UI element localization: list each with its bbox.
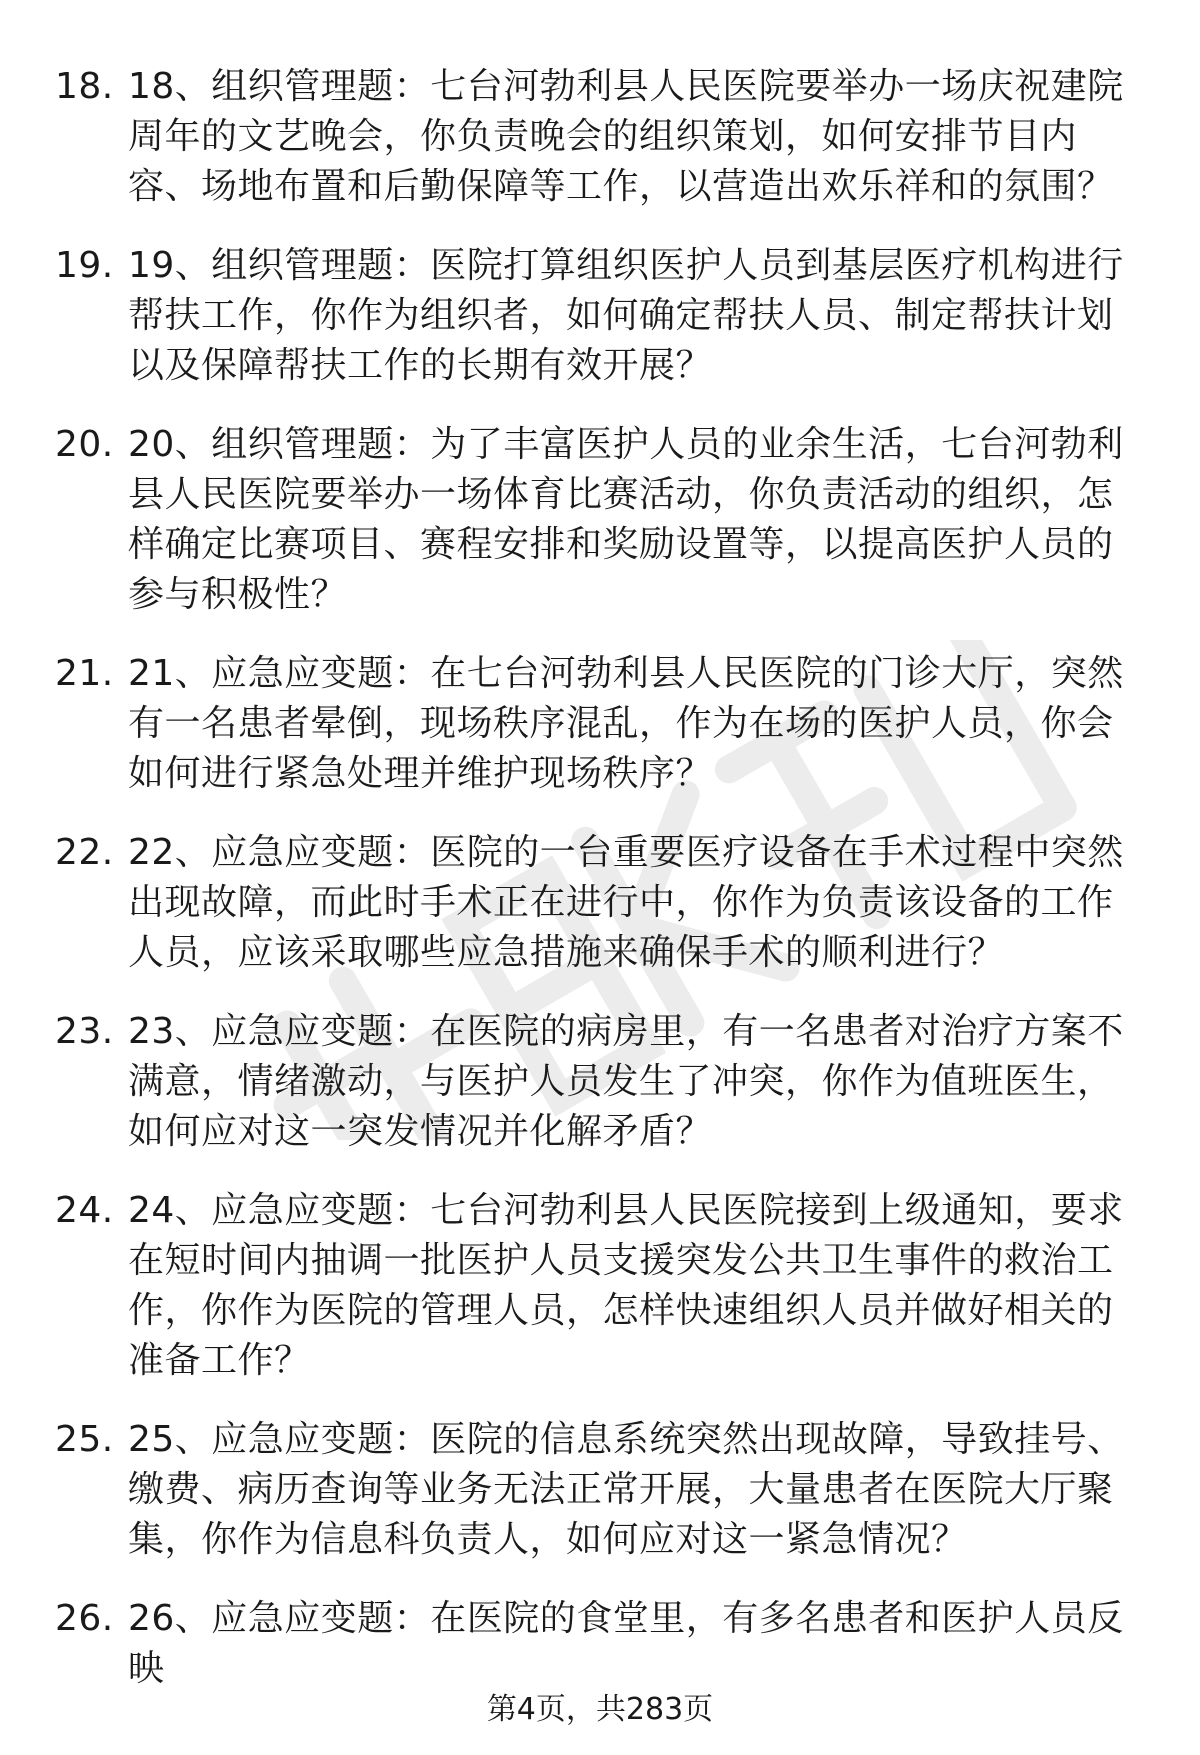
question-number: 26. [55,1598,114,1639]
question-item [0,1415,1200,1565]
question-item [0,1007,1200,1157]
question-number: 19. [55,245,114,286]
question-text: 21、应急应变题：在七台河勃利县人民医院的门诊大厅，突然有一名患者晕倒，现场秩序混乱，作为在场的医护人员，你会如何进行紧急处理并维护现场秩序？ [128,653,1124,794]
question-item [0,828,1200,978]
question-text: 24、应急应变题：七台河勃利县人民医院接到上级通知，要求在短时间内抽调一批医护人员支援突发公共卫生事件的救治工作，你作为医院的管理人员，怎样快速组织人员并做好相关的准备工作？ [128,1190,1124,1381]
question-number: 18. [55,66,114,107]
question-number: 22. [55,832,114,873]
page-footer: 第4页，共283页 [486,1692,714,1727]
question-number: 21. [55,653,114,694]
question-text: 22、应急应变题：医院的一台重要医疗设备在手术过程中突然出现故障，而此时手术正在进行中，你作为负责该设备的工作人员，应该采取哪些应急措施来确保手术的顺利进行？ [128,832,1124,973]
question-text: 18、组织管理题：七台河勃利县人民医院要举办一场庆祝建院周年的文艺晚会，你负责晚会的组织策划，如何安排节目内容、场地布置和后勤保障等工作，以营造出欢乐祥和的氛围？ [128,66,1124,207]
question-number: 25. [55,1419,114,1460]
question-item [0,1186,1200,1386]
question-item [0,1594,1200,1694]
question-text: 23、应急应变题：在医院的病房里，有一名患者对治疗方案不满意，情绪激动，与医护人员发生了冲突，你作为值班医生，如何应对这一突发情况并化解矛盾？ [128,1011,1124,1152]
question-item [0,241,1200,391]
question-text: 26、应急应变题：在医院的食堂里，有多名患者和医护人员反映 [128,1598,1124,1689]
question-text: 25、应急应变题：医院的信息系统突然出现故障，导致挂号、缴费、病历查询等业务无法正常开展，大量患者在医院大厅聚集，你作为信息科负责人，如何应对这一紧急情况？ [128,1419,1124,1560]
question-list [0,62,1200,1723]
question-number: 20. [55,424,114,465]
question-text: 19、组织管理题：医院打算组织医护人员到基层医疗机构进行帮扶工作，你作为组织者，如何确定帮扶人员、制定帮扶计划以及保障帮扶工作的长期有效开展？ [128,245,1124,386]
question-item [0,62,1200,212]
question-text: 20、组织管理题：为了丰富医护人员的业余生活，七台河勃利县人民医院要举办一场体育比赛活动，你负责活动的组织，怎样确定比赛项目、赛程安排和奖励设置等，以提高医护人员的参与积极性？ [128,424,1124,615]
question-number: 24. [55,1190,114,1231]
question-item [0,649,1200,799]
question-number: 23. [55,1011,114,1052]
question-item [0,420,1200,620]
